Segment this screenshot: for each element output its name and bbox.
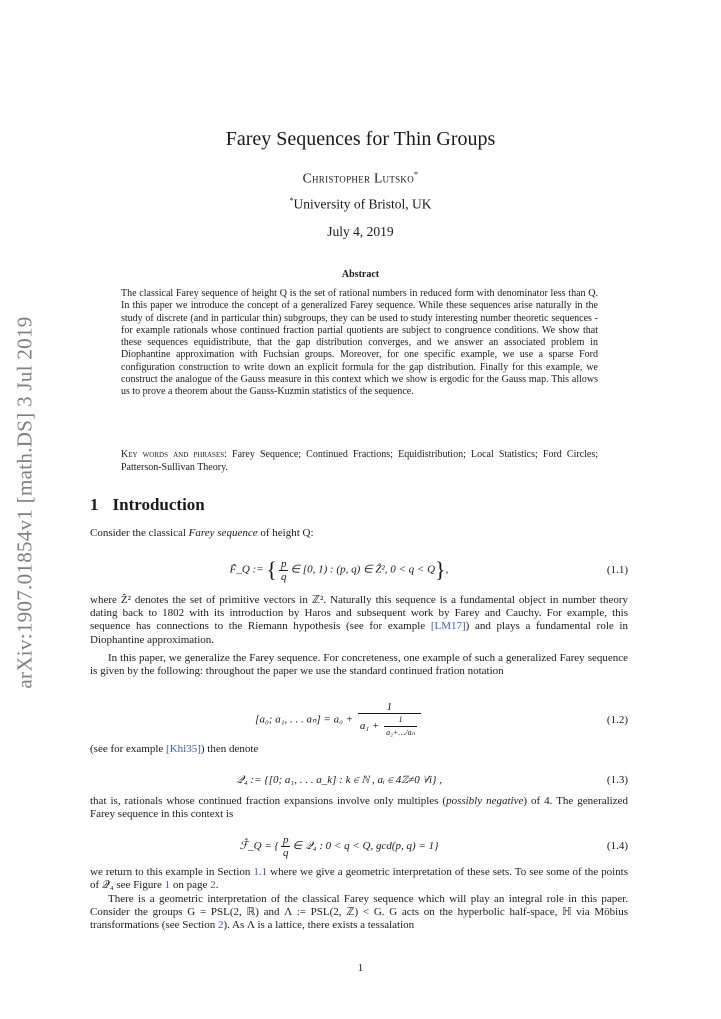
paper-date: July 4, 2019 <box>327 224 394 239</box>
paper-title: Farey Sequences for Thin Groups <box>225 128 496 150</box>
equation-1-3: 𝒬₄ := {[0; a₁, . . . a_k] : k ∈ ℕ , aᵢ ∈ 4ℤ≠0 ∀i} , (1.3) <box>236 773 628 786</box>
paragraph-1: Consider the classical Farey sequence of height Q: <box>90 527 314 539</box>
paragraph-6: we return to this example in Section 1.1 where we give a geometric interpretation of these sets. To see some of the points of 𝒬₄ see Figure 1 on page 2. <box>90 866 628 892</box>
abstract-heading: Abstract <box>341 269 380 280</box>
keywords-text: Farey Sequence; Continued Fractions; Equidistribution; Local Statistics; Ford Circles; Patterson-Sullivan Theory. <box>121 449 599 473</box>
section-ref-2[interactable]: 2 <box>218 919 224 932</box>
paragraph-7: There is a geometric interpretation of the classical Farey sequence which will play an integral role in this paper. Consider the groups G = PSL(2, ℝ) and Λ := PSL(2, ℤ) < G. G acts on the hyperbolic half-space, ℍ via Möbius transformations (see Section 2). As Λ is a lattice, there exists a tessalation <box>90 893 628 932</box>
page-ref-2[interactable]: 2 <box>210 879 216 892</box>
paragraph-3: In this paper, we generalize the Farey sequence. For concreteness, one example of such a generalized Farey sequence is given by the following: throughout the paper we use the standard continued fration notation <box>90 652 628 678</box>
section-ref-1-1[interactable]: 1.1 <box>253 866 268 878</box>
equation-1-4: ℱ̂_Q = { $\frac{p}{q}$ ∈ 𝒬₄ : 0 < q < Q, gcd(p, q) = 1} (1.4) <box>239 833 628 859</box>
figure-ref-1[interactable]: 1 <box>164 879 171 892</box>
affiliation: *University of Bristol, UK <box>289 196 432 212</box>
arxiv-id: arXiv:1907.01854v1 [math.DS] 3 Jul 2019 <box>12 316 37 689</box>
abstract-text: The classical Farey sequence of height Q is the set of rational numbers in reduced form with denominator less than Q. In this paper we introduce the concept of a generalized Farey sequence. While these sequences arise naturally in the study of discrete (and in particular thin) subgroups, they can be used to study interesting number theoretic sequences - for example rationals whose continued fraction partial quotients are subject to congruence conditions. We show that these sequences equidistribute, that the gap distribution converges, and we answer an associated problem in Diophantine approximation with Fuchsian groups. Moreover, for one specific example, we use a sparse Ford configuration construction to write down an explicit formula for the gap distribution. Finally for this example, we construct the analogue of the Gauss measure in this context which we show is ergodic for the Gauss map. This allows us to prove a theorem about the Gauss-Kuzmin statistics of the sequence. <box>121 288 598 398</box>
citation-khi35[interactable]: [Khi35] <box>166 743 201 755</box>
paragraph-4: (see for example [Khi35]) then denote <box>90 743 259 755</box>
arxiv-sidebar <box>12 315 38 690</box>
citation-lm17[interactable]: [LM17] <box>430 620 466 633</box>
paragraph-5: that is, rationals whose continued fraction expansions involve only multiples (possibly negative) of 4. The generalized Farey sequence in this context is <box>90 795 628 821</box>
page-number: 1 <box>357 962 364 974</box>
keywords-label: Key words and phrases: <box>121 449 227 460</box>
author-name: Christopher Lutsko* <box>302 170 419 186</box>
section-heading: 1 Introduction <box>90 495 205 514</box>
equation-1-2: [a₀; a₁, . . . aₙ] = a₀ + 1 a₁ + $\frac{1}{\text{a₂+…/aₙ}}$ (1.2) <box>255 701 628 737</box>
paragraph-2: where Ẑ² denotes the set of primitive vectors in ℤ². Naturally this sequence is a fundamental object in number theory dating back to 1802 with its introduction by Haros and subsequent work by Farey and Cauchy. For example, this sequence has connections to the Riemann hypothesis (see for example [LM17]) and plays a fundamental role in Diophantine approximation. <box>90 594 628 646</box>
keywords <box>121 449 598 474</box>
equation-1-1: F̃_Q := { $\frac{p}{q}$ ∈ [0, 1) : (p, q) ∈ Ẑ², 0 < q < Q}, (1.1) <box>229 557 628 583</box>
